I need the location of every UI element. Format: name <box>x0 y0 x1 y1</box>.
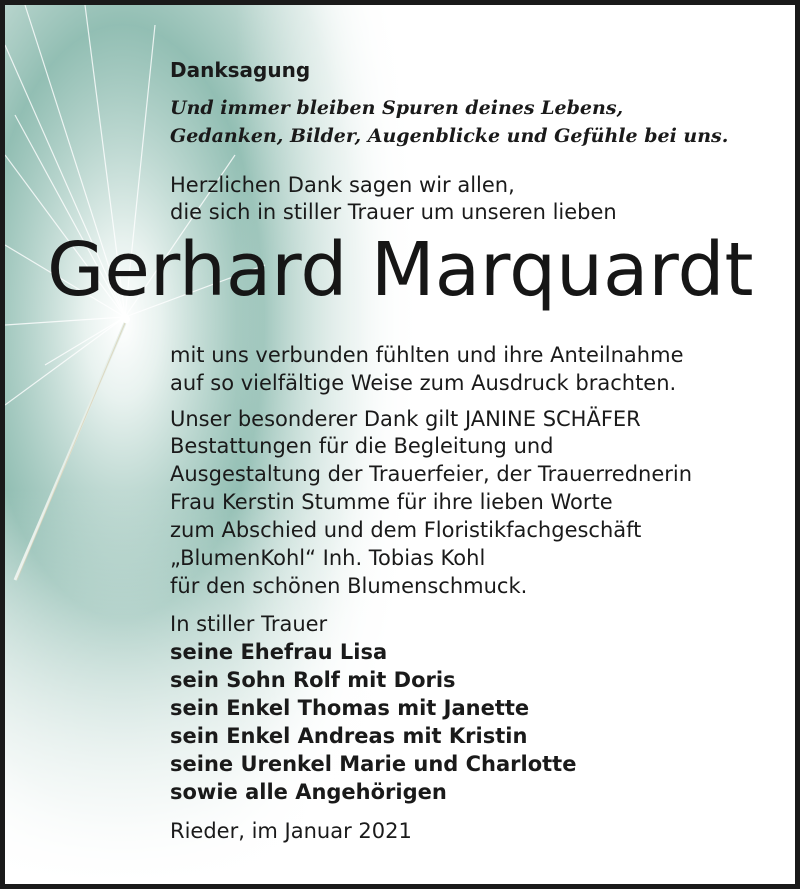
mourning-label: In stiller Trauer <box>170 612 328 636</box>
thanks-line: Frau Kerstin Stumme für ihre lieben Worte <box>170 490 613 514</box>
mourner-line: sein Enkel Thomas mit Janette <box>170 696 530 720</box>
thanks-line: „BlumenKohl“ Inh. Tobias Kohl <box>170 546 486 570</box>
thanks-line: Unser besonderer Dank gilt JANINE SCHÄFER <box>170 407 641 431</box>
mourner-line: sein Sohn Rolf mit Doris <box>170 668 456 692</box>
after-name-line: auf so vielfältige Weise zum Ausdruck brachten. <box>170 371 677 395</box>
mourner-line: seine Urenkel Marie und Charlotte <box>170 752 577 776</box>
quote-line: Und immer bleiben Spuren deines Lebens, <box>170 97 624 119</box>
intro-line: die sich in stiller Trauer um unseren lieben <box>170 200 617 224</box>
deceased-name: Gerhard Marquardt <box>47 227 754 313</box>
notice-content <box>5 5 795 884</box>
after-name-line: mit uns verbunden fühlten und ihre Anteilnahme <box>170 343 684 367</box>
mourner-line: seine Ehefrau Lisa <box>170 640 388 664</box>
thanks-line: Ausgestaltung der Trauerfeier, der Trauerrednerin <box>170 462 693 486</box>
mourner-line: sein Enkel Andreas mit Kristin <box>170 724 528 748</box>
mourner-line: sowie alle Angehörigen <box>170 780 447 804</box>
quote-line: Gedanken, Bilder, Augenblicke und Gefühle bei uns. <box>170 125 729 147</box>
thanks-line: zum Abschied und dem Floristikfachgeschäft <box>170 518 642 542</box>
notice-heading: Danksagung <box>170 58 311 82</box>
thanks-line: Bestattungen für die Begleitung und <box>170 434 554 458</box>
place-date: Rieder, im Januar 2021 <box>170 819 412 843</box>
intro-line: Herzlichen Dank sagen wir allen, <box>170 173 515 197</box>
thanks-line: für den schönen Blumenschmuck. <box>170 574 528 598</box>
